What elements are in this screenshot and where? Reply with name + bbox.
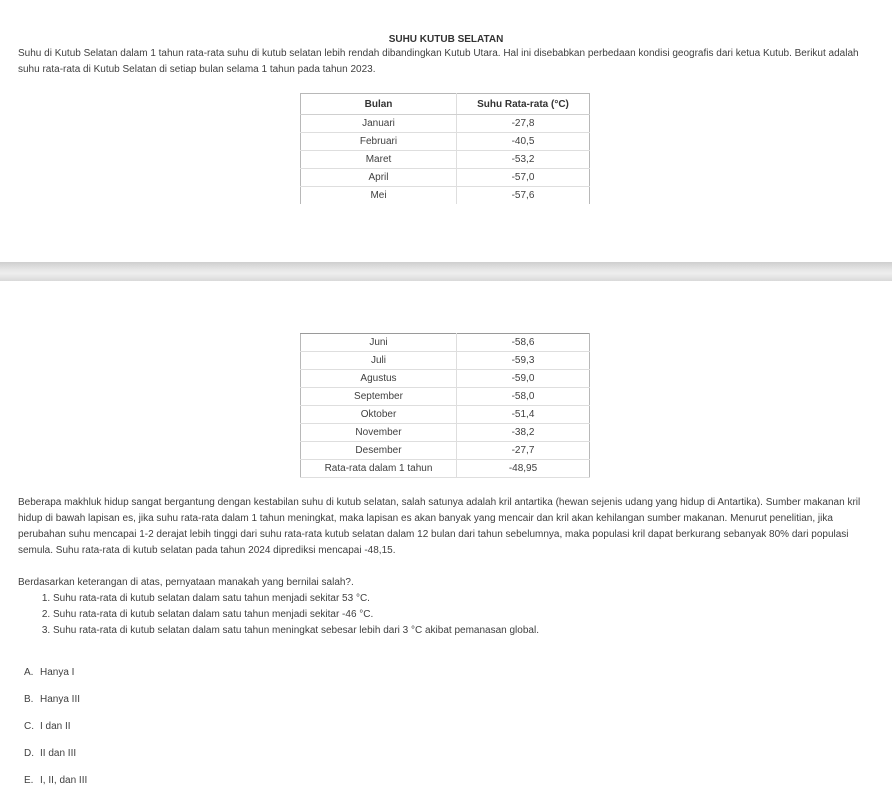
month-cell: Mei <box>301 187 457 205</box>
answer-options <box>24 667 87 802</box>
option-letter: B. <box>24 694 34 705</box>
table-row <box>301 334 590 352</box>
column-header-temperature: Suhu Rata-rata (°C) <box>457 94 590 115</box>
temperature-cell: -40,5 <box>457 133 590 151</box>
option-letter: D. <box>24 748 34 759</box>
table-row-average <box>301 460 590 478</box>
temperature-cell: -57,6 <box>511 190 535 201</box>
page-break-divider <box>0 262 892 281</box>
table-row <box>301 187 590 205</box>
month-cell: Oktober <box>301 406 457 424</box>
page-1 <box>0 0 892 262</box>
temperature-cell: -59,0 <box>457 370 590 388</box>
month-cell: Januari <box>301 115 457 133</box>
question-prompt: Berdasarkan keterangan di atas, pernyataan manakah yang bernilai salah?. <box>18 577 354 588</box>
statement-item: 3. Suhu rata-rata di kutub selatan dalam satu tahun meningkat sebesar lebih dari 3 °C akibat pemanasan global. <box>53 623 539 639</box>
month-cell: Maret <box>301 151 457 169</box>
passage-paragraph: Beberapa makhluk hidup sangat bergantung dengan kestabilan suhu di kutub selatan, salah satunya adalah kril antartika (hewan sejenis udang yang hidup di Antartika). Sumber makanan kril hidup di bawah lapisan es, jika suhu rata-rata dalam 1 tahun meningkat, maka lapisan es akan banyak yang mencair dan kril akan kehilangan sumber makanan. Menurut penelitian, jika perubahan suhu mencapai 1-2 derajat lebih tinggi dari suhu rata-rata kutub selatan dalam 12 bulan dari tahun sebelumnya, maka populasi kril dapat berkurang sebanyak 80% dari populasi semula. Suhu rata-rata di kutub selatan pada tahun 2024 diprediksi mencapai -48,15. <box>18 497 861 556</box>
temperature-cell: -53,2 <box>457 151 590 169</box>
month-cell: November <box>301 424 457 442</box>
option-letter: E. <box>24 775 34 786</box>
option-letter: C. <box>24 721 34 732</box>
temperature-cell: -57,0 <box>457 169 590 187</box>
month-cell: Februari <box>301 133 457 151</box>
option-text: II dan III <box>40 748 77 759</box>
temperature-cell: -58,6 <box>457 334 590 352</box>
month-cell: September <box>301 388 457 406</box>
statement-item: 2. Suhu rata-rata di kutub selatan dalam satu tahun menjadi sekitar -46 °C. <box>53 607 539 623</box>
table-row <box>301 442 590 460</box>
table-row <box>301 133 590 151</box>
option-b[interactable] <box>24 694 87 721</box>
option-c[interactable] <box>24 721 87 748</box>
temperature-cell: -59,3 <box>457 352 590 370</box>
average-label-cell: Rata-rata dalam 1 tahun <box>301 460 457 478</box>
table-row <box>301 424 590 442</box>
table-header-row <box>301 94 590 115</box>
month-cell: Desember <box>301 442 457 460</box>
temperature-cell: -27,8 <box>457 115 590 133</box>
month-cell: Agustus <box>301 370 457 388</box>
table-row <box>301 115 590 133</box>
option-letter: A. <box>24 667 34 678</box>
option-a[interactable] <box>24 667 87 694</box>
table-row <box>301 151 590 169</box>
intro-paragraph: Suhu di Kutub Selatan dalam 1 tahun rata-rata suhu di kutub selatan lebih rendah dibandingkan Kutub Utara. Hal ini disebabkan perbedaan kondisi geografis dari ketua Kutub. Berikut adalah suhu rata-rata di Kutub Selatan di setiap bulan selama 1 tahun pada tahun 2023. <box>18 48 859 75</box>
option-text: I, II, dan III <box>40 775 88 786</box>
statement-list <box>37 591 539 639</box>
column-header-month: Bulan <box>301 94 457 115</box>
page-2 <box>0 281 892 804</box>
table-row <box>301 169 590 187</box>
statement-item: 1. Suhu rata-rata di kutub selatan dalam satu tahun menjadi sekitar 53 °C. <box>53 591 539 607</box>
table-row <box>301 388 590 406</box>
temperature-table-part-1 <box>300 93 590 204</box>
month-cell: Juli <box>301 352 457 370</box>
table-row <box>301 370 590 388</box>
option-text: Hanya III <box>40 694 81 705</box>
temperature-cell: -27,7 <box>457 442 590 460</box>
table-row <box>301 406 590 424</box>
month-cell: April <box>301 169 457 187</box>
temperature-cell: -51,4 <box>457 406 590 424</box>
option-text: I dan II <box>40 721 71 732</box>
month-cell: Juni <box>301 334 457 352</box>
temperature-cell: -38,2 <box>457 424 590 442</box>
average-value-cell: -48,95 <box>457 460 590 478</box>
option-e[interactable] <box>24 775 87 802</box>
option-text: Hanya I <box>40 667 75 678</box>
temperature-cell: -58,0 <box>457 388 590 406</box>
option-d[interactable] <box>24 748 87 775</box>
temperature-table-part-2 <box>300 333 590 478</box>
table-row <box>301 352 590 370</box>
document-title: SUHU KUTUB SELATAN <box>388 34 504 45</box>
